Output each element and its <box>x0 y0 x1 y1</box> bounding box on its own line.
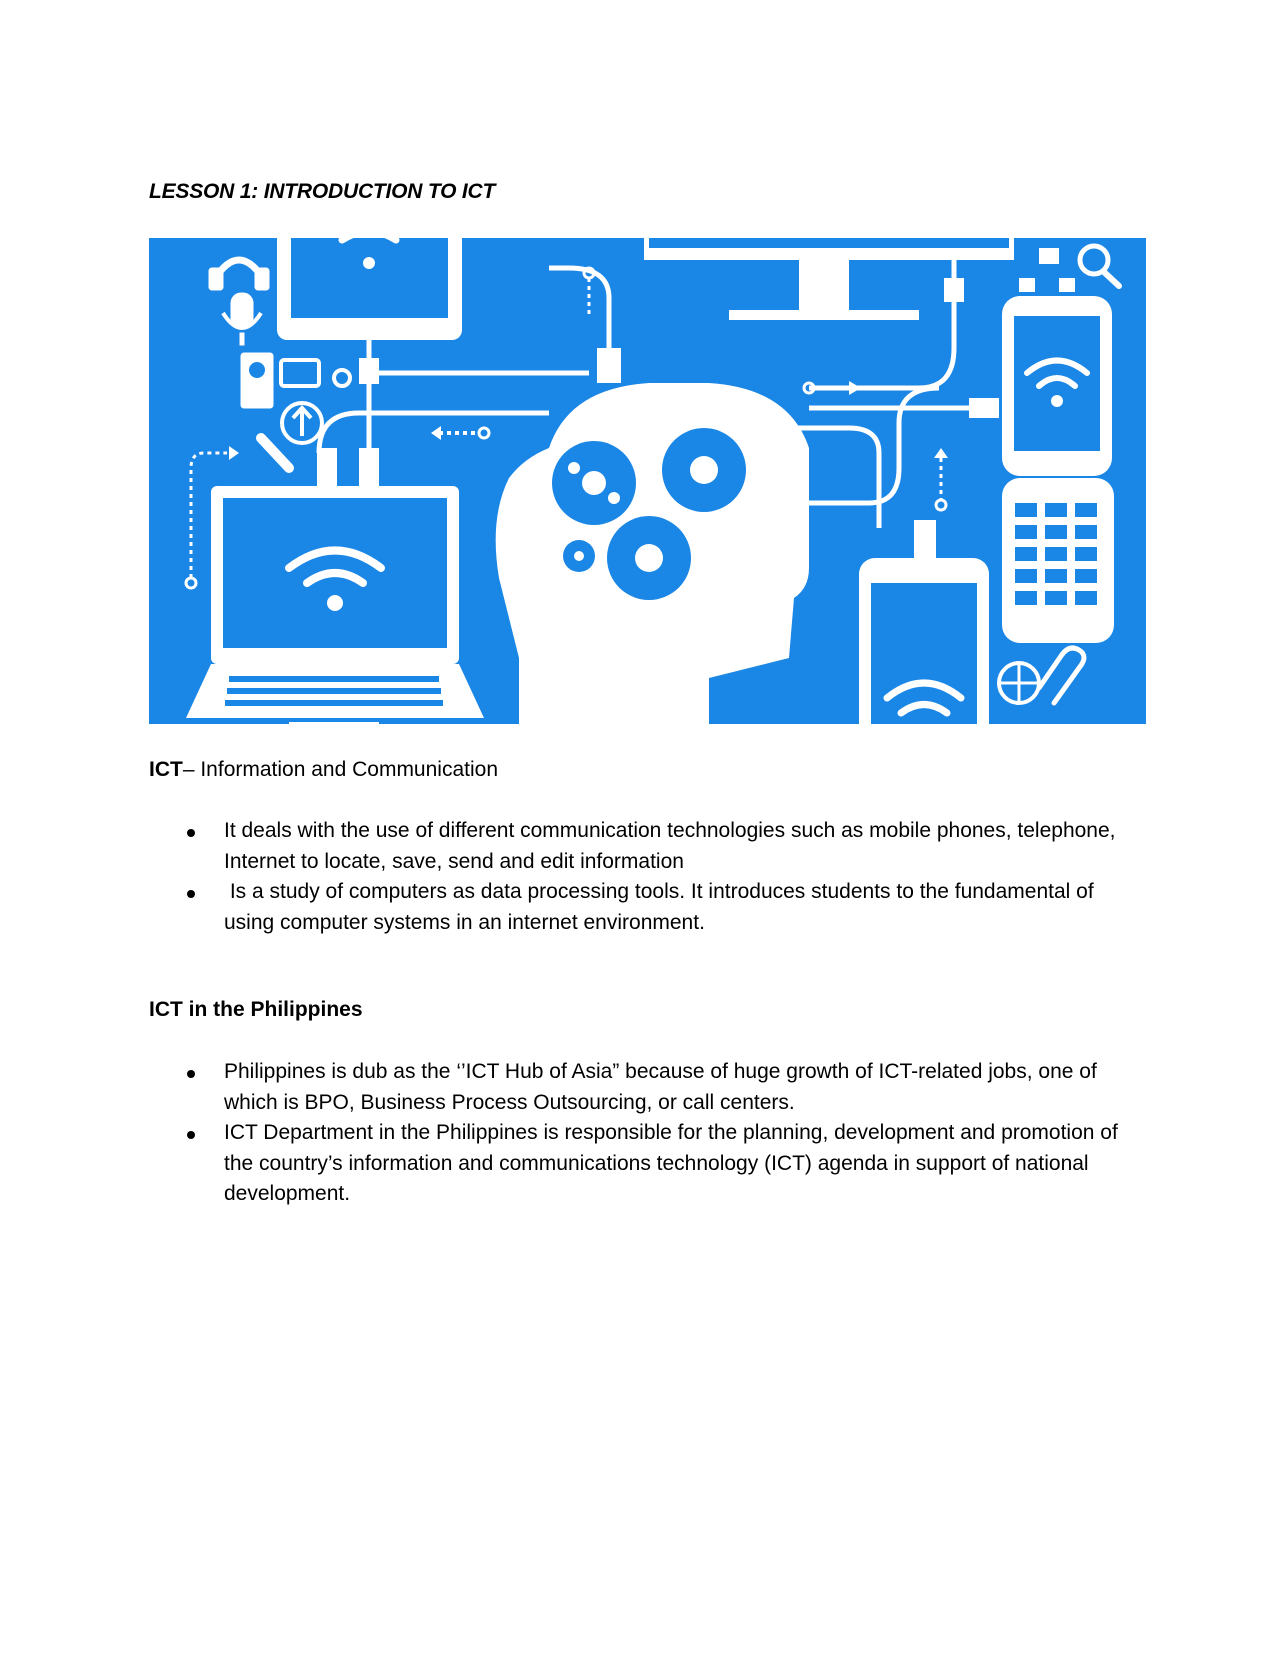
list-item <box>149 1057 1149 1118</box>
list-item-text: ICT Department in the Philippines is responsible for the planning, development and promotion of the country’s information and communications technology (ICT) agenda in support of national development. <box>224 1121 1118 1205</box>
ict-term: ICT <box>149 758 183 781</box>
lesson-title: LESSON 1: INTRODUCTION TO ICT <box>149 180 496 203</box>
list-item-text: It deals with the use of different communication technologies such as mobile phones, telephone, Internet to locate, save, send and edit information <box>224 819 1116 873</box>
philippines-bullet-list <box>149 1057 1149 1210</box>
ict-illustration <box>149 238 1146 724</box>
microphone-icon <box>231 293 253 328</box>
headphones-right <box>255 268 269 290</box>
philippines-heading: ICT in the Philippines <box>149 998 363 1021</box>
camera-icon <box>241 353 273 408</box>
ict-definition <box>149 758 498 782</box>
list-item <box>149 816 1149 877</box>
bullet-icon <box>187 829 195 837</box>
bullet-icon <box>187 1070 195 1078</box>
network-icon <box>1039 248 1059 264</box>
bullet-icon <box>187 1131 195 1139</box>
bullet-icon <box>187 890 195 898</box>
list-item-text: Is a study of computers as data processing tools. It introduces students to the fundamental of using computer systems in an internet environment. <box>224 880 1100 934</box>
definition-bullet-list <box>149 816 1149 938</box>
list-item <box>149 877 1149 938</box>
list-item-text: Philippines is dub as the ‘’ICT Hub of Asia” because of huge growth of ICT-related jobs, one of which is BPO, Business Process Outsourcing, or call centers. <box>224 1060 1097 1114</box>
headphones-left <box>209 268 223 290</box>
list-item <box>149 1118 1149 1210</box>
ict-definition-text: – Information and Communication <box>182 758 498 781</box>
